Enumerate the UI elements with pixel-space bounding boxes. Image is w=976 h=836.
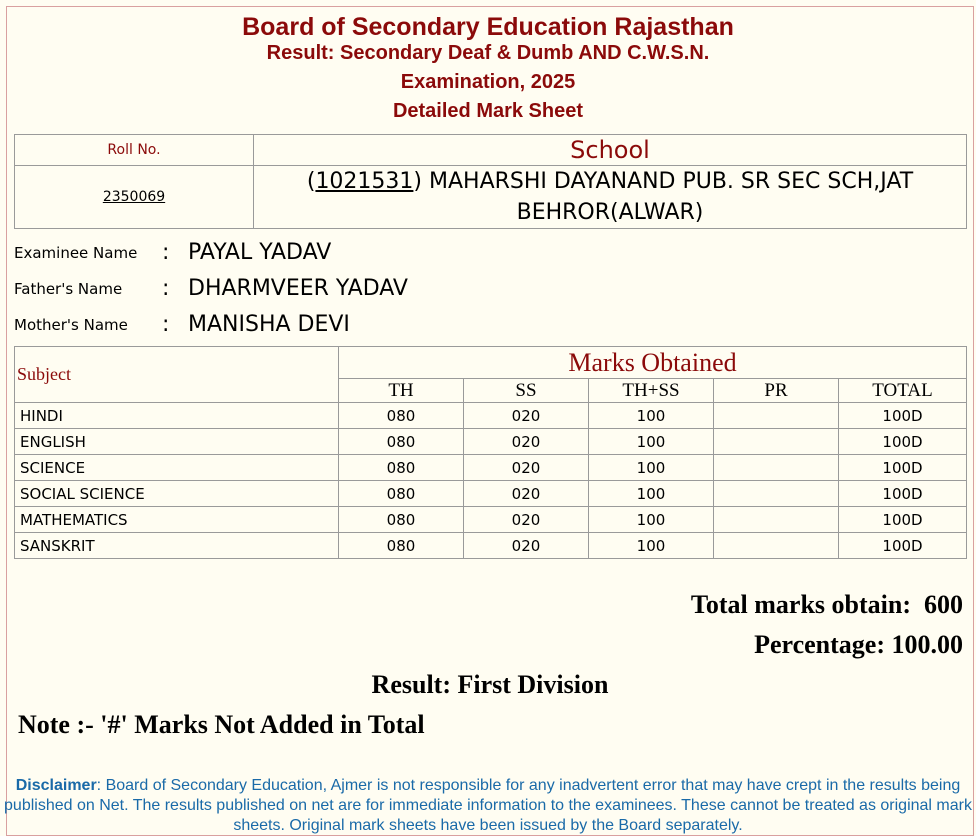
pr-cell bbox=[714, 533, 839, 559]
subject-cell: SANSKRIT bbox=[15, 533, 339, 559]
subject-header: Subject bbox=[15, 347, 339, 403]
total-marks: Total marks obtain: 600 bbox=[690, 590, 963, 619]
total-cell: 100D bbox=[839, 403, 967, 429]
disclaimer bbox=[0, 776, 976, 836]
note: Note :- '#' Marks Not Added in Total bbox=[18, 710, 425, 739]
examinee-name: PAYAL YADAV bbox=[188, 240, 332, 265]
table-row bbox=[15, 507, 967, 533]
school-cell: (1021531) MAHARSHI DAYANAND PUB. SR SEC SCH,JAT BEHROR(ALWAR) bbox=[254, 166, 967, 229]
col-th: TH bbox=[339, 379, 464, 403]
col-total: TOTAL bbox=[839, 379, 967, 403]
table-row bbox=[15, 403, 967, 429]
examinee-name-label: Examinee Name bbox=[14, 244, 138, 262]
table-row bbox=[15, 429, 967, 455]
roll-no-link[interactable]: 2350069 bbox=[102, 189, 166, 205]
total-cell: 100D bbox=[839, 429, 967, 455]
table-row bbox=[15, 481, 967, 507]
school-label: School bbox=[254, 135, 967, 166]
subject-cell: MATHEMATICS bbox=[15, 507, 339, 533]
pr-cell bbox=[714, 507, 839, 533]
total-cell: 100D bbox=[839, 533, 967, 559]
subject-cell: HINDI bbox=[15, 403, 339, 429]
th-cell: 080 bbox=[339, 533, 464, 559]
col-pr: PR bbox=[714, 379, 839, 403]
pr-cell bbox=[714, 455, 839, 481]
school-name: ) MAHARSHI DAYANAND PUB. SR SEC SCH,JAT BEHROR(ALWAR) bbox=[413, 169, 914, 225]
father-name-label: Father's Name bbox=[14, 280, 123, 298]
disclaimer-label: Disclaimer bbox=[15, 777, 97, 794]
father-name: DHARMVEER YADAV bbox=[188, 276, 408, 301]
exam-name: Result: Secondary Deaf & Dumb AND C.W.S.N. bbox=[266, 42, 710, 64]
roll-no-label: Roll No. bbox=[15, 135, 254, 166]
pr-cell bbox=[714, 481, 839, 507]
ss-cell: 020 bbox=[464, 507, 589, 533]
roll-no-cell bbox=[15, 166, 254, 229]
col-th-ss: TH+SS bbox=[589, 379, 714, 403]
roll-school-table bbox=[14, 134, 967, 229]
th-cell: 080 bbox=[339, 429, 464, 455]
th-cell: 080 bbox=[339, 481, 464, 507]
total-cell: 100D bbox=[839, 455, 967, 481]
th-cell: 080 bbox=[339, 507, 464, 533]
percentage: Percentage: 100.00 bbox=[754, 630, 963, 659]
ss-cell: 020 bbox=[464, 455, 589, 481]
school-code-link[interactable]: 1021531 bbox=[315, 169, 414, 194]
table-row bbox=[15, 455, 967, 481]
col-ss: SS bbox=[464, 379, 589, 403]
marks-obtained-header: Marks Obtained bbox=[339, 347, 967, 379]
subject-cell: SOCIAL SCIENCE bbox=[15, 481, 339, 507]
th-cell: 080 bbox=[339, 455, 464, 481]
marks-table bbox=[14, 346, 967, 559]
th-ss-cell: 100 bbox=[589, 533, 714, 559]
board-title: Board of Secondary Education Rajasthan bbox=[242, 13, 734, 41]
result-division: Result: First Division bbox=[371, 670, 609, 699]
total-cell: 100D bbox=[839, 507, 967, 533]
colon: : bbox=[162, 276, 170, 301]
th-ss-cell: 100 bbox=[589, 507, 714, 533]
pr-cell bbox=[714, 429, 839, 455]
disclaimer-text: : Board of Secondary Education, Ajmer is not responsible for any inadvertent error that may have crept in the results being published on Net. The results published on net are for immediate information to the examinees. These cannot be treated as original mark sheets. Original mark sheets have been issued by the Board separately. bbox=[4, 777, 972, 834]
ss-cell: 020 bbox=[464, 481, 589, 507]
ss-cell: 020 bbox=[464, 403, 589, 429]
mother-name: MANISHA DEVI bbox=[188, 312, 350, 337]
ss-cell: 020 bbox=[464, 429, 589, 455]
exam-year: Examination, 2025 bbox=[400, 71, 576, 93]
subject-cell: SCIENCE bbox=[15, 455, 339, 481]
th-ss-cell: 100 bbox=[589, 403, 714, 429]
total-cell: 100D bbox=[839, 481, 967, 507]
th-cell: 080 bbox=[339, 403, 464, 429]
colon: : bbox=[162, 240, 170, 265]
table-row bbox=[15, 533, 967, 559]
ss-cell: 020 bbox=[464, 533, 589, 559]
subject-cell: ENGLISH bbox=[15, 429, 339, 455]
th-ss-cell: 100 bbox=[589, 455, 714, 481]
th-ss-cell: 100 bbox=[589, 481, 714, 507]
th-ss-cell: 100 bbox=[589, 429, 714, 455]
colon: : bbox=[162, 312, 170, 337]
pr-cell bbox=[714, 403, 839, 429]
mother-name-label: Mother's Name bbox=[14, 316, 128, 334]
sheet-title: Detailed Mark Sheet bbox=[392, 100, 584, 122]
